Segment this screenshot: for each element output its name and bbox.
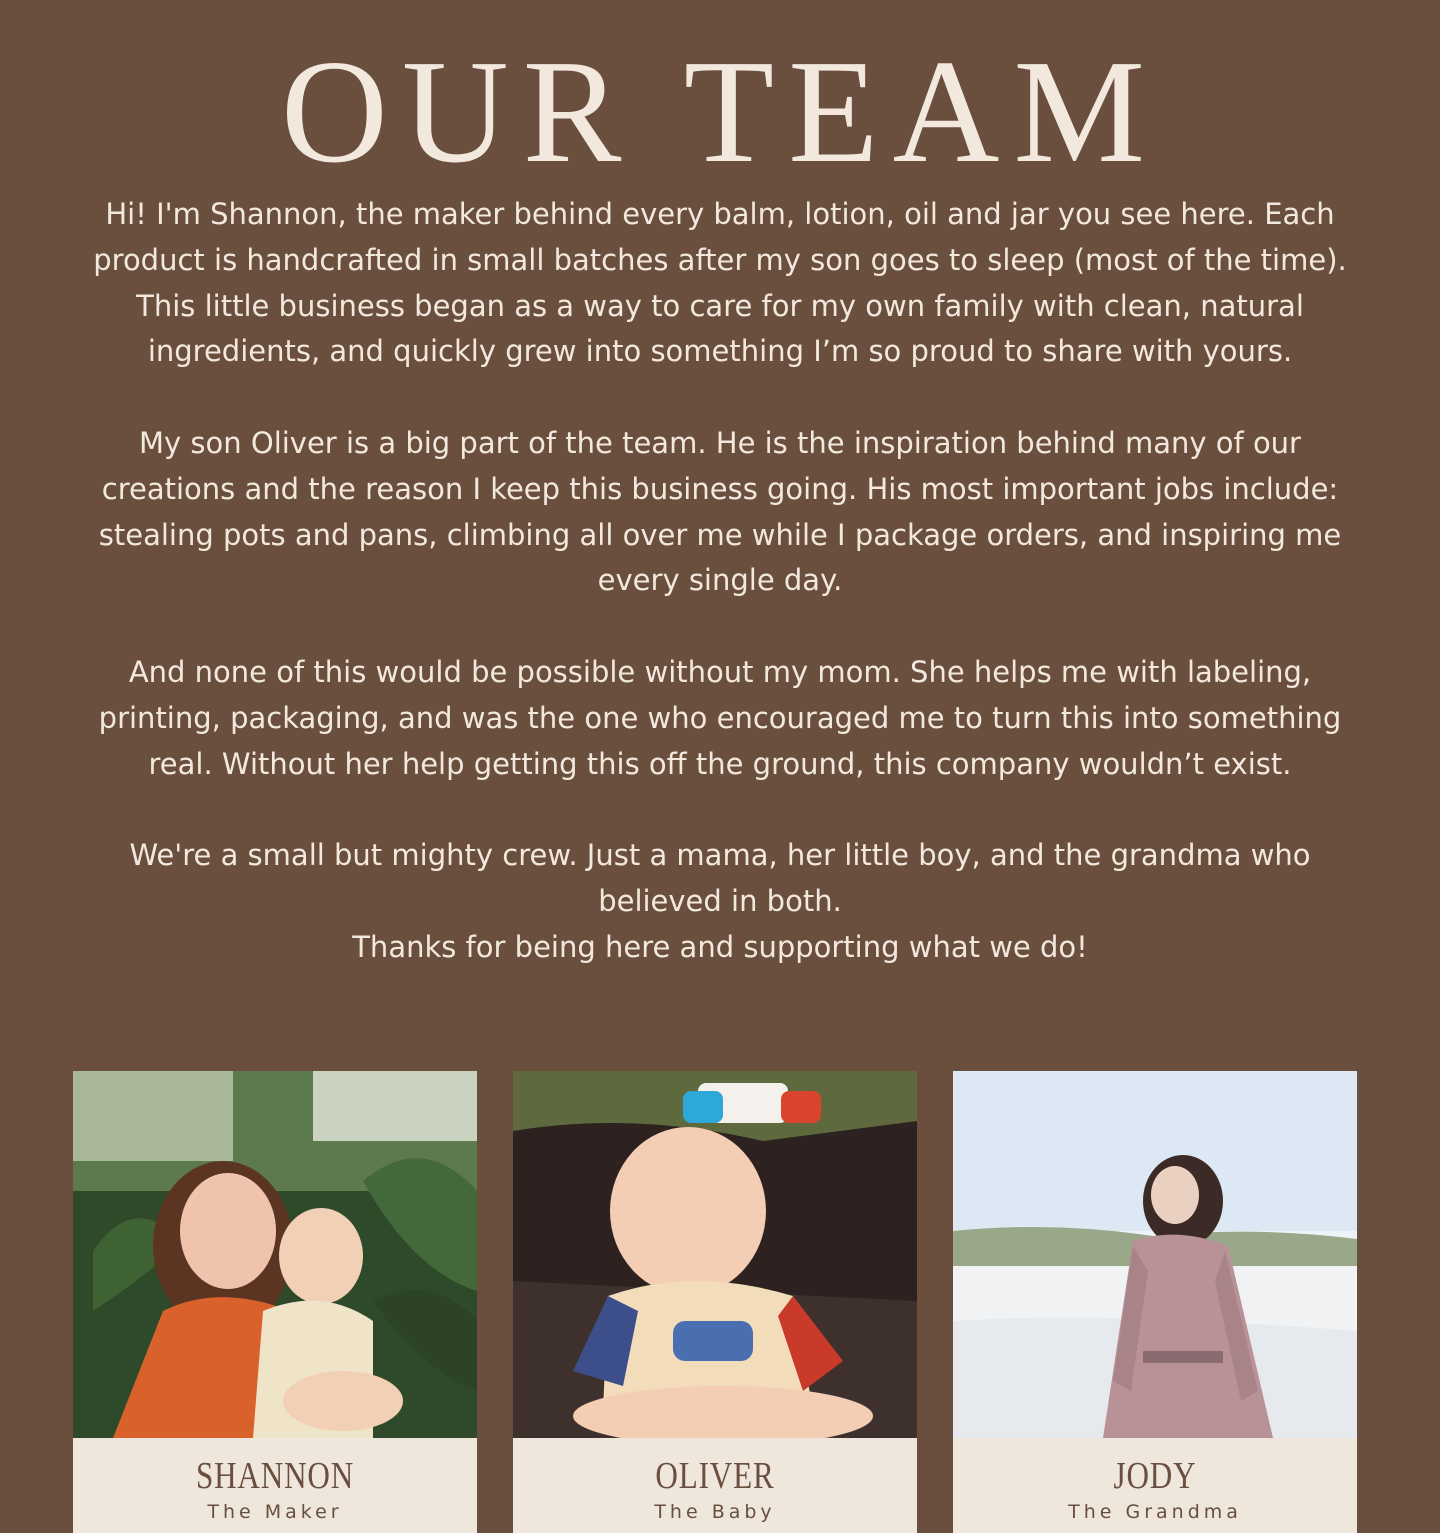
member-name: JODY <box>1113 1455 1197 1497</box>
story-paragraph-mom: And none of this would be possible without my mom. She helps me with labeling, printing, packaging, and was the one who encouraged me to turn this into something real. Without her help getting this off the ground, this company wouldn’t exist. <box>98 654 1342 781</box>
team-story <box>70 192 1370 971</box>
team-card-oliver <box>513 1071 917 1533</box>
jody-caption <box>953 1438 1357 1533</box>
story-paragraph-thanks: Thanks for being here and supporting what we do! <box>352 929 1088 964</box>
member-role: The Baby <box>654 1501 776 1523</box>
member-role: The Grandma <box>1068 1501 1242 1523</box>
page-title: OUR TEAM <box>280 30 1160 194</box>
team-card-jody <box>953 1071 1357 1533</box>
member-role: The Maker <box>207 1501 343 1523</box>
oliver-caption <box>513 1438 917 1533</box>
story-paragraph-crew: We're a small but mighty crew. Just a mama, her little boy, and the grandma who believed in both. <box>129 838 1311 918</box>
team-cards <box>0 1071 1440 1533</box>
shannon-photo <box>73 1071 477 1438</box>
story-paragraph-maker: Hi! I'm Shannon, the maker behind every balm, lotion, oil and jar you see here. Each product is handcrafted in small batches after my son goes to sleep (most of the time). This little business began as a way to care for my own family with clean, natural ingredients, and quickly grew into something I’m so proud to share with yours. <box>93 197 1347 369</box>
team-card-shannon <box>73 1071 477 1533</box>
story-paragraph-son: My son Oliver is a big part of the team. He is the inspiration behind many of our creations and the reason I keep this business going. His most important jobs include: stealing pots and pans, climbing all over me while I package orders, and inspiring me every single day. <box>98 425 1342 598</box>
shannon-caption <box>73 1438 477 1533</box>
oliver-photo <box>513 1071 917 1438</box>
member-name: OLIVER <box>655 1455 775 1497</box>
jody-photo <box>953 1071 1357 1438</box>
member-name: SHANNON <box>195 1455 355 1497</box>
